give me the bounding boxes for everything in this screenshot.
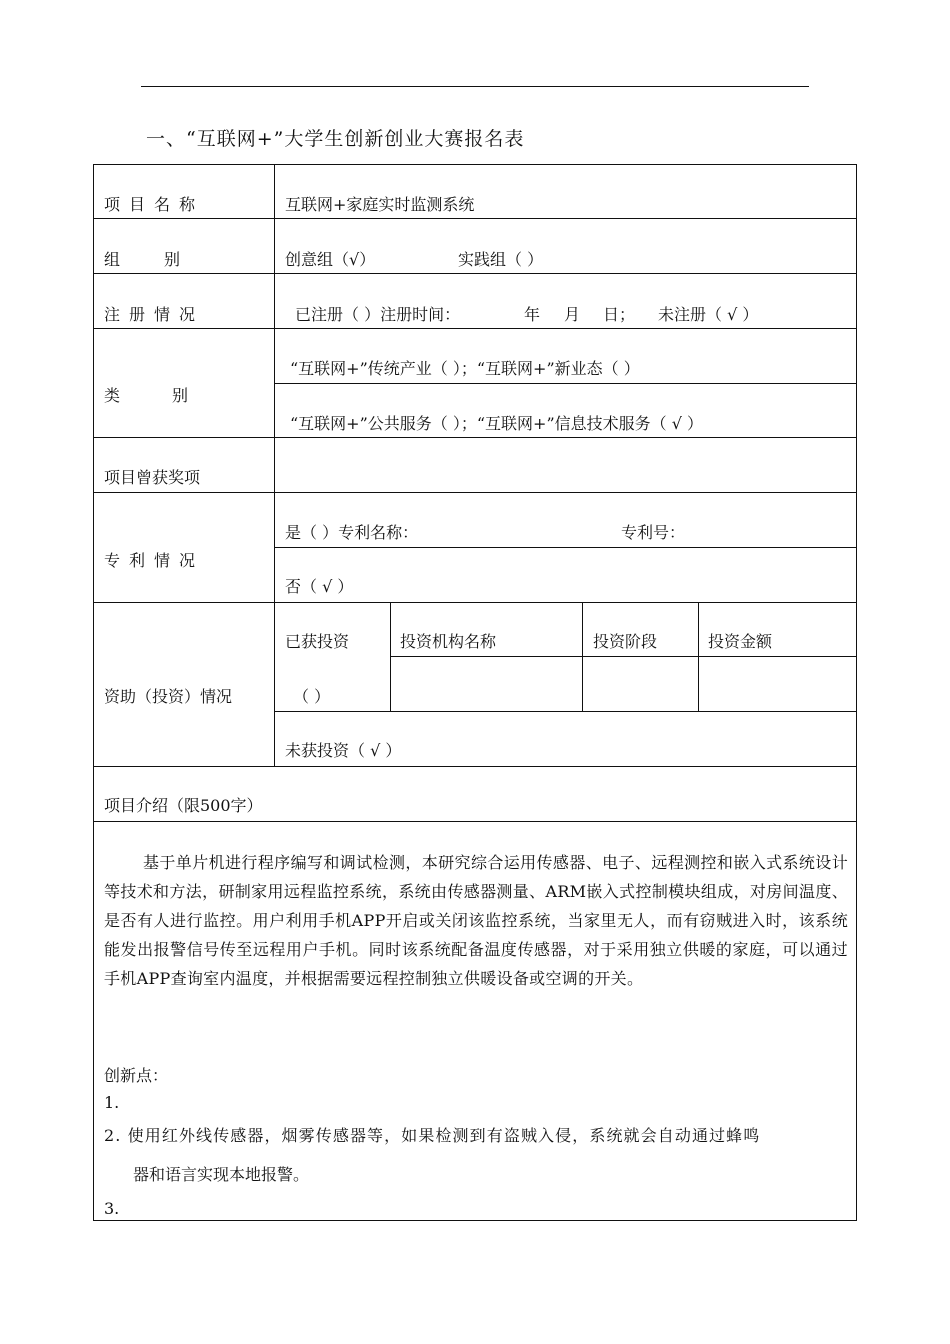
registration-day: 日； xyxy=(603,305,636,324)
investment-amount-header: 投资金额 xyxy=(708,632,773,651)
row-divider xyxy=(93,492,857,493)
row-divider xyxy=(93,437,857,438)
funding-label: 资助（投资）情况 xyxy=(104,687,233,706)
patent-number-label: 专利号： xyxy=(621,523,686,542)
awards-label: 项目曾获奖项 xyxy=(104,468,201,487)
row-divider xyxy=(93,218,857,219)
group-option-practice: 实践组（ ） xyxy=(458,250,544,269)
row-divider xyxy=(93,328,857,329)
patent-yes-option: 是（ ）专利名称： xyxy=(285,523,419,542)
registration-label: 注册情况 xyxy=(104,305,205,324)
invested-mark: （ ） xyxy=(293,687,331,706)
innovation-item-2-line-2: 器和语言实现本地报警。 xyxy=(133,1165,310,1184)
registration-month: 月 xyxy=(564,305,581,324)
row-divider xyxy=(274,383,857,384)
innovation-title: 创新点： xyxy=(104,1066,169,1085)
patent-label: 专利情况 xyxy=(104,551,205,570)
form-title: 一、“互联网+”大学生创新创业大赛报名表 xyxy=(146,128,525,150)
column-divider xyxy=(390,602,391,711)
category-line-1: “互联网+”传统产业（ ）；“互联网+”新业态（ ） xyxy=(290,359,640,378)
category-line-2: “互联网+”公共服务（ ）；“互联网+”信息技术服务（ √ ） xyxy=(290,414,703,433)
row-divider xyxy=(274,547,857,548)
group-option-creative: 创意组（√） xyxy=(285,250,376,269)
row-divider xyxy=(274,711,857,712)
column-divider xyxy=(582,602,583,711)
intro-paragraph: 基于单片机进行程序编写和调试检测，本研究综合运用传感器、电子、远程测控和嵌入式系统设计等技术和方法，研制家用远程监控系统，系统由传感器测量、ARM嵌入式控制模块组成，对房间温度、是否有人进行监控。用户利用手机APP开启或关闭该监控系统，当家里无人，而有窃贼进入时，该系统能发出报警信号传至远程用户手机。同时该系统配备温度传感器，对于采用独立供暖的家庭，可以通过手机APP查询室内温度，并根据需要远程控制独立供暖设备或空调的开关。 xyxy=(104,853,848,988)
intro-label: 项目介绍（限500字） xyxy=(104,796,263,815)
category-label: 类别 xyxy=(104,386,241,405)
innovation-item-1: 1. xyxy=(104,1093,120,1112)
row-divider xyxy=(93,602,857,603)
not-invested-option: 未获投资（ √ ） xyxy=(285,741,402,760)
registered-option: 已注册（ ）注册时间： xyxy=(295,305,461,324)
registration-year: 年 xyxy=(524,305,541,324)
innovation-item-3: 3. xyxy=(104,1199,120,1218)
patent-no-option: 否（ √ ） xyxy=(285,577,354,596)
row-divider xyxy=(93,821,857,822)
unregistered-option: 未注册（ √ ） xyxy=(658,305,759,324)
column-divider xyxy=(698,602,699,711)
row-divider xyxy=(93,273,857,274)
column-divider xyxy=(274,164,275,766)
investor-name-header: 投资机构名称 xyxy=(400,632,497,651)
row-divider xyxy=(390,656,857,657)
row-divider xyxy=(93,766,857,767)
invested-option: 已获投资 xyxy=(285,632,350,651)
project-name-label: 项目名称 xyxy=(104,195,205,214)
investment-stage-header: 投资阶段 xyxy=(593,632,658,651)
project-name-value: 互联网+家庭实时监测系统 xyxy=(285,195,475,214)
header-rule xyxy=(141,86,809,87)
group-label: 组别 xyxy=(104,250,225,269)
innovation-item-2-line-1: 2. 使用红外线传感器，烟雾传感器等，如果检测到有盗贼入侵，系统就会自动通过蜂鸣 xyxy=(104,1126,761,1145)
